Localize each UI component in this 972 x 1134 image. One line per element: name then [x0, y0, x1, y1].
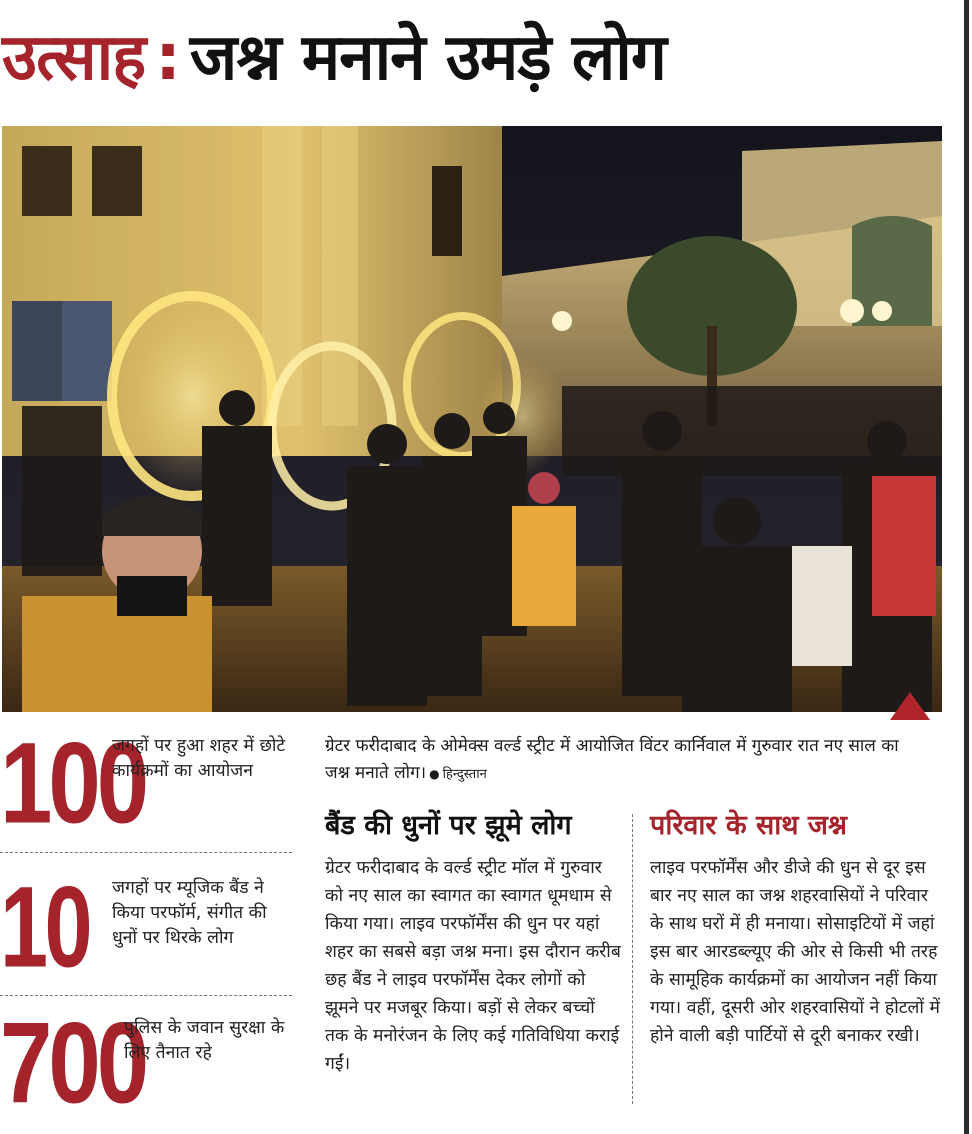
headline	[2, 8, 666, 108]
page-edge-rule	[964, 0, 969, 1134]
photo-corner-marker	[890, 692, 930, 720]
caption-text: ग्रेटर फरीदाबाद के ओमेक्स वर्ल्ड स्ट्रीट में आयोजित विंटर कार्निवाल में गुरुवार रात नए साल का जश्न मनाते लोग।	[325, 736, 899, 783]
crowd-photo-illustration	[2, 126, 942, 712]
headline-separator: :	[155, 21, 180, 95]
stat-text: पुलिस के जवान सुरक्षा के लिए तैनात रहे	[124, 1018, 285, 1063]
headline-kicker: उत्साह	[2, 21, 146, 95]
column-divider	[632, 814, 633, 1104]
stat-divider	[0, 995, 292, 996]
article-family	[650, 808, 940, 1050]
caption-bullet: ●	[429, 767, 440, 781]
photo-caption	[325, 733, 925, 788]
stat-text: जगहों पर हुआ शहर में छोटे कार्यक्रमों का आयोजन	[112, 736, 286, 781]
article-band	[325, 808, 621, 1078]
article-body: लाइव परफॉर्मेंस और डीजे की धुन से दूर इस बार नए साल का जश्न शहरवासियों ने परिवार के साथ घरों में ही मनाया। सोसाइटियों में जहां इस बार आरडब्ल्यूए की ओर से किसी भी तरह के सामूहिक कार्यक्रमों का आयोजन नहीं किया गया। वहीं, दूसरी ओर शहरवासियों ने होटलों में होने वाली बड़ी पार्टियों से दूरी बनाकर रखी।	[650, 858, 940, 1046]
stat-number: 100	[0, 719, 146, 848]
article-heading: परिवार के साथ जश्न	[650, 810, 847, 841]
stat-number: 700	[0, 999, 146, 1128]
headline-title: जश्न मनाने उमड़े लोग	[189, 21, 666, 95]
stat-divider	[0, 852, 292, 853]
stat-number: 10	[0, 863, 89, 992]
article-heading: बैंड की धुनों पर झूमे लोग	[325, 810, 572, 841]
caption-credit: हिन्दुस्तान	[442, 767, 487, 782]
article-body: ग्रेटर फरीदाबाद के वर्ल्ड स्ट्रीट मॉल में गुरुवार को नए साल का स्वागत का स्वागत धूमधाम से किया गया। लाइव परफॉर्मेंस की धुन पर यहां शहर का सबसे बड़ा जश्न मना। इस दौरान करीब छह बैंड ने लाइव परफॉर्मेंस देकर लोगों को झूमने पर मजबूर किया। बड़ों से लेकर बच्चों तक के मनोरंजन के लिए कई गतिविधिया कराई गईं।	[325, 858, 621, 1074]
stat-text: जगहों पर म्यूजिक बैंड ने किया परफॉर्म, संगीत की धुनों पर थिरके लोग	[112, 878, 267, 948]
news-photo	[2, 126, 942, 712]
